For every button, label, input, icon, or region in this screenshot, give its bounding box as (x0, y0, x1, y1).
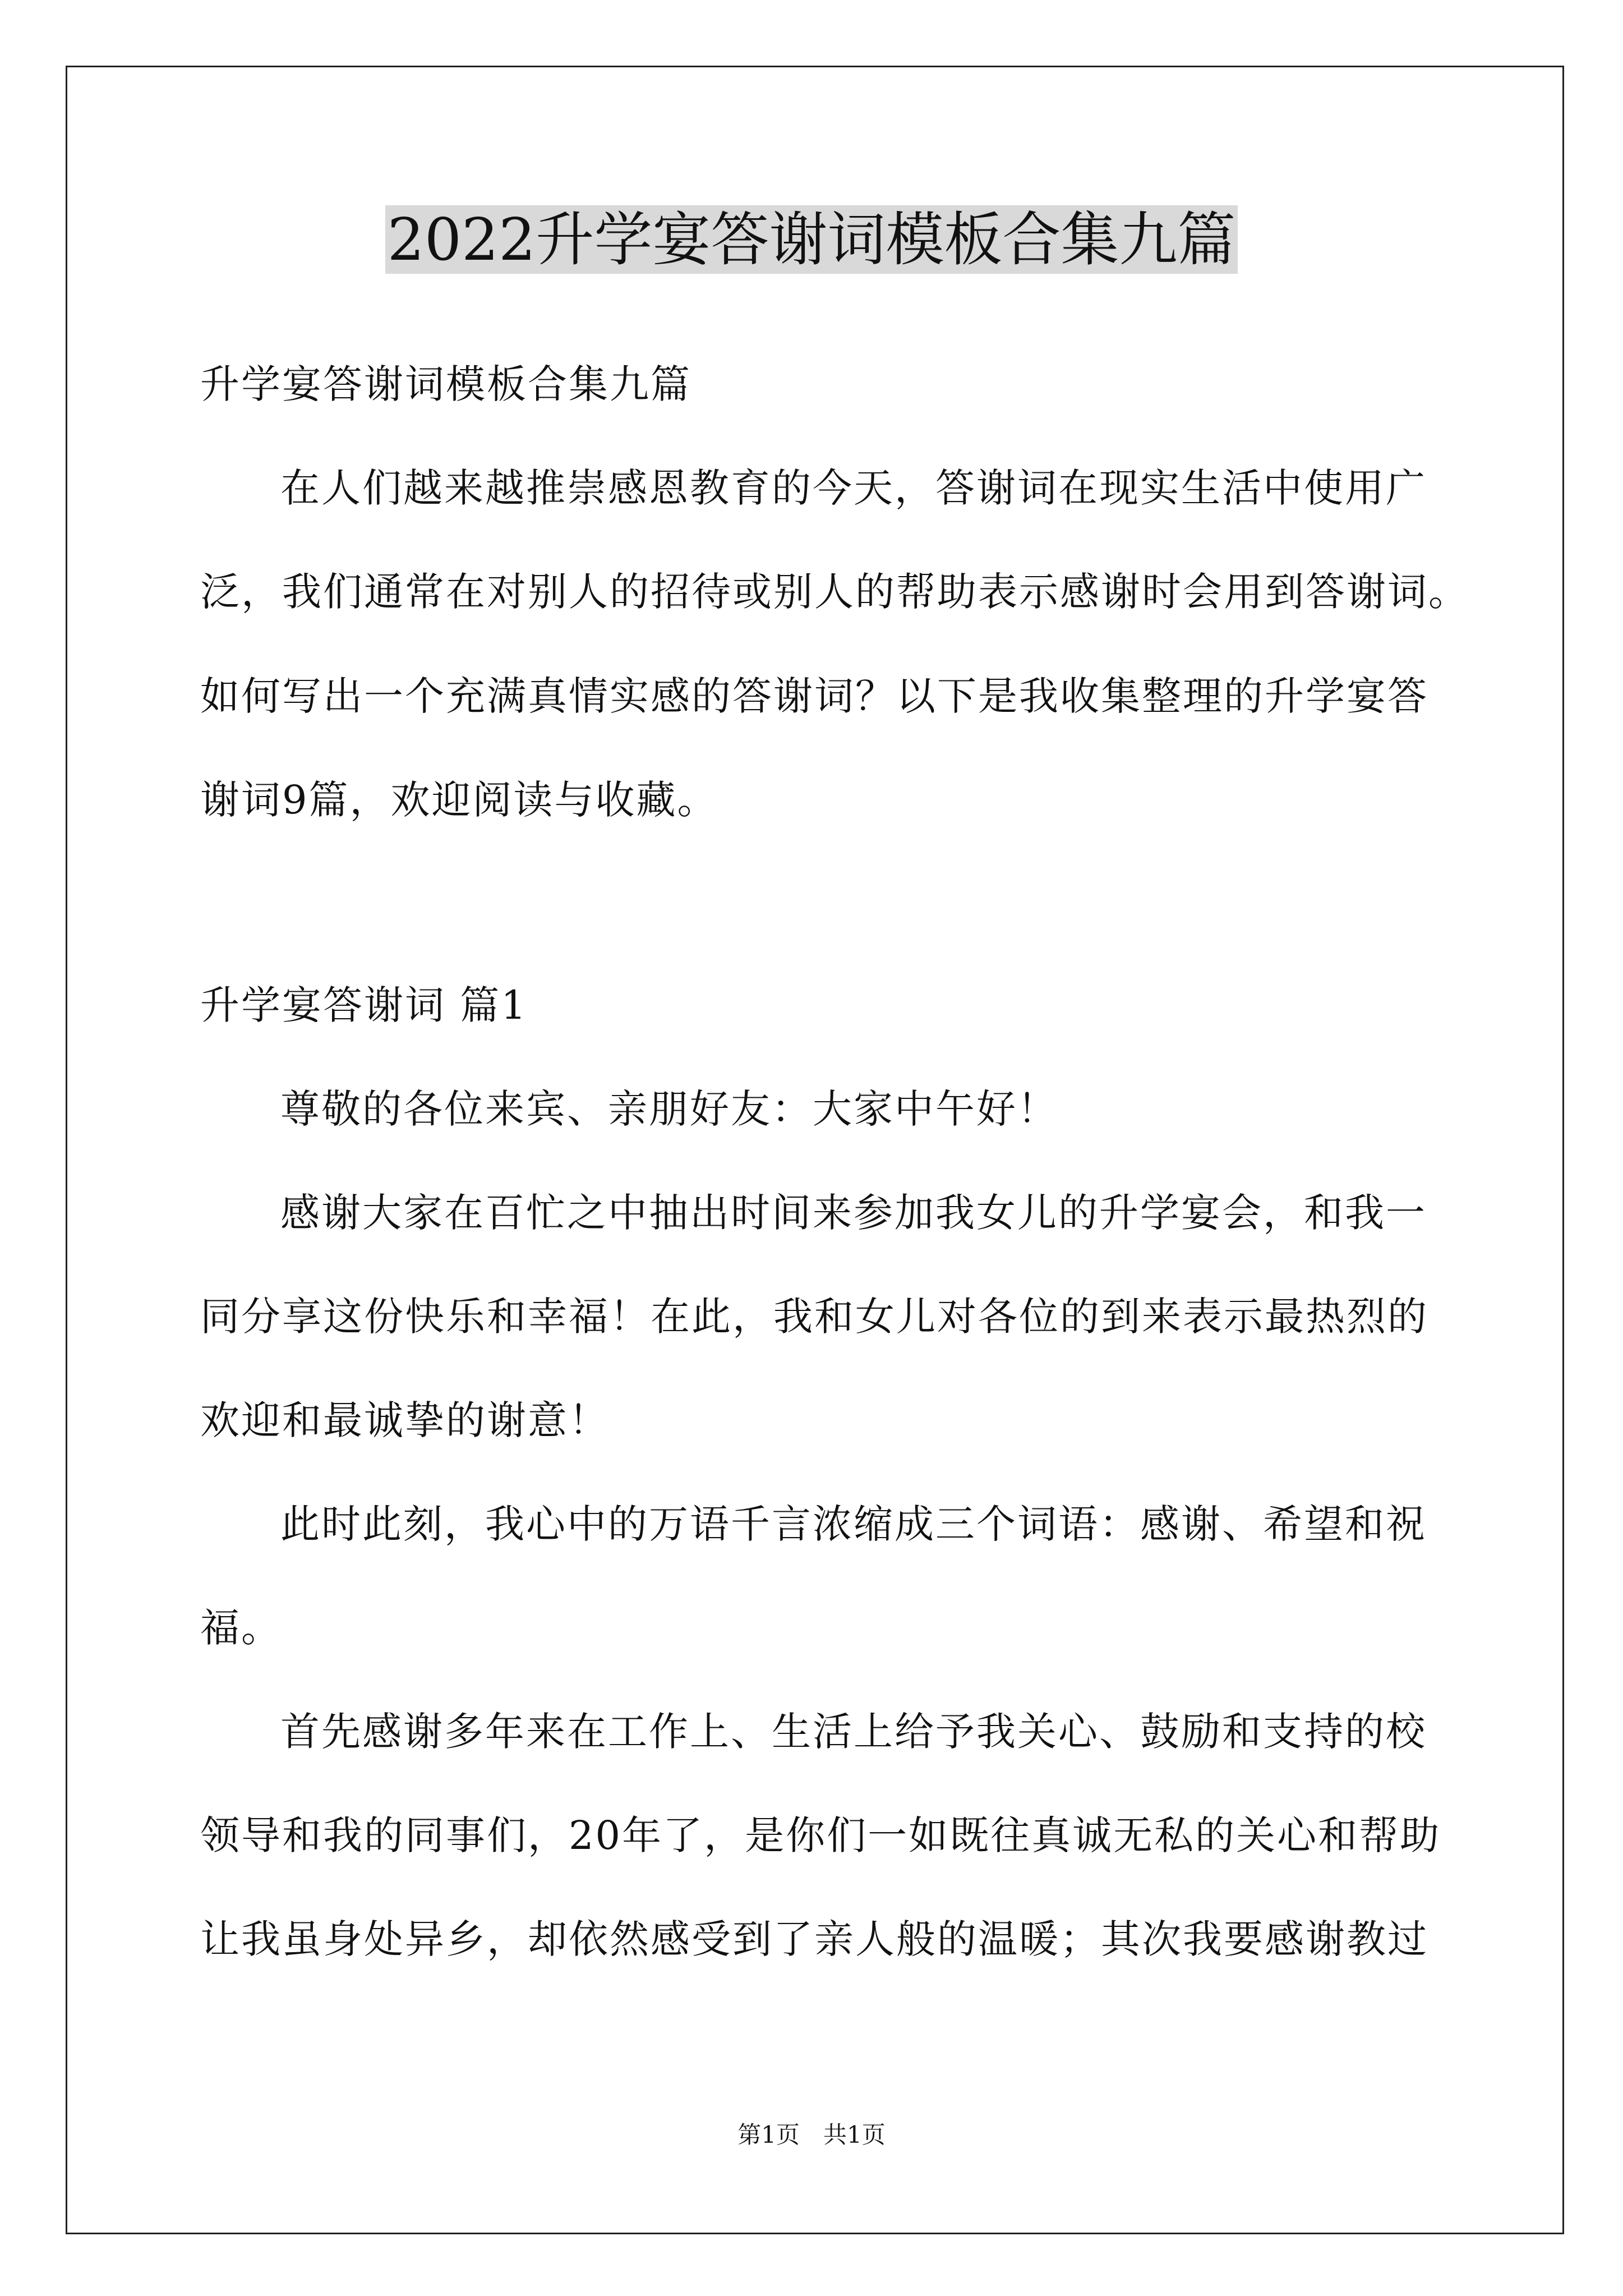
paragraph-line: 此时此刻，我心中的万语千言浓缩成三个词语：感谢、希望和祝 (280, 1501, 1427, 1547)
document-title-text: 2022升学宴答谢词模板合集九篇 (385, 205, 1238, 274)
paragraph-line: 同分享这份快乐和幸福！在此，我和女儿对各位的到来表示最热烈的 (200, 1294, 1428, 1340)
subtitle-line: 升学宴答谢词模板合集九篇 (200, 361, 691, 407)
paragraph-line: 欢迎和最诚挚的谢意！ (200, 1397, 610, 1443)
paragraph-line: 首先感谢多年来在工作上、生活上给予我关心、鼓励和支持的校 (280, 1709, 1427, 1755)
section-heading: 升学宴答谢词 篇1 (200, 982, 528, 1028)
paragraph-line: 尊敬的各位来宾、亲朋好友：大家中午好！ (280, 1086, 1058, 1132)
paragraph-line: 谢词9篇，欢迎阅读与收藏。 (200, 777, 718, 823)
paragraph-line: 感谢大家在百忙之中抽出时间来参加我女儿的升学宴会，和我一 (280, 1190, 1427, 1236)
paragraph-line: 如何写出一个充满真情实感的答谢词？以下是我收集整理的升学宴答 (200, 673, 1428, 719)
document-title (0, 203, 1623, 276)
paragraph-line: 让我虽身处异乡，却依然感受到了亲人般的温暖；其次我要感谢教过 (200, 1916, 1428, 1962)
page-footer: 第1页 共1页 (737, 2121, 886, 2148)
paragraph-line: 领导和我的同事们，20年了，是你们一如既往真诚无私的关心和帮助 (200, 1812, 1441, 1858)
paragraph-line: 泛，我们通常在对别人的招待或别人的帮助表示感谢时会用到答谢词。 (200, 569, 1469, 615)
paragraph-line: 在人们越来越推崇感恩教育的今天，答谢词在现实生活中使用广 (280, 465, 1427, 511)
paragraph-line: 福。 (200, 1605, 282, 1651)
